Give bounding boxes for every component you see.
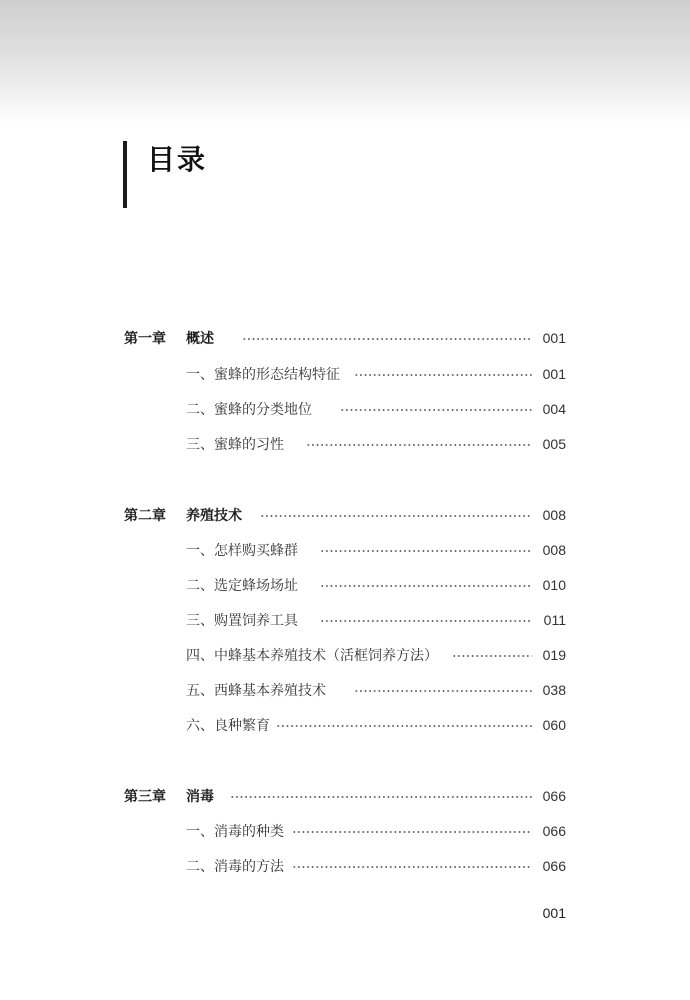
- toc-entry-row[interactable]: [0, 609, 690, 631]
- leader-dots: [242, 338, 532, 340]
- page-number: 008: [542, 542, 566, 558]
- leader-dots: [276, 725, 532, 727]
- leader-dots: [320, 585, 532, 587]
- entry-title: 一、怎样购买蜂群: [186, 543, 298, 559]
- toc-entry-row[interactable]: [0, 679, 690, 701]
- page-number: 005: [542, 436, 566, 452]
- leader-dots: [354, 374, 532, 376]
- entry-title: 三、购置饲养工具: [186, 613, 298, 629]
- page-number: 019: [542, 647, 566, 663]
- chapter-label: 第一章: [124, 331, 166, 347]
- leader-dots: [452, 655, 532, 657]
- page-number: 066: [542, 823, 566, 839]
- leader-dots: [306, 444, 532, 446]
- footer-page-number: 001: [542, 905, 566, 921]
- leader-dots: [320, 620, 532, 622]
- leader-dots: [354, 690, 532, 692]
- entry-title: 五、西蜂基本养殖技术: [186, 683, 326, 699]
- toc-entry-row[interactable]: [0, 855, 690, 877]
- entry-title: 三、蜜蜂的习性: [186, 437, 284, 453]
- leader-dots: [340, 409, 532, 411]
- page-number: 001: [542, 330, 566, 346]
- toc-entry-row[interactable]: [0, 574, 690, 596]
- chapter-title: 概述: [186, 331, 214, 347]
- entry-title: 一、消毒的种类: [186, 824, 284, 840]
- chapter-title: 养殖技术: [186, 508, 242, 524]
- toc-entry-row[interactable]: [0, 714, 690, 736]
- leader-dots: [260, 515, 532, 517]
- page-number: 066: [542, 858, 566, 874]
- entry-title: 六、良种繁育: [186, 718, 270, 734]
- entry-title: 二、消毒的方法: [186, 859, 284, 875]
- page-number: 060: [542, 717, 566, 733]
- toc-entry-row[interactable]: [0, 398, 690, 420]
- toc-entry-row[interactable]: [0, 363, 690, 385]
- toc-chapter-row[interactable]: [0, 504, 690, 526]
- page-number: 008: [542, 507, 566, 523]
- toc-entry-row[interactable]: [0, 820, 690, 842]
- page-number: 066: [542, 788, 566, 804]
- toc-chapter-row[interactable]: [0, 785, 690, 807]
- leader-dots: [320, 550, 532, 552]
- chapter-label: 第二章: [124, 508, 166, 524]
- chapter-label: 第三章: [124, 789, 166, 805]
- entry-title: 四、中蜂基本养殖技术（活框饲养方法）: [186, 648, 438, 664]
- entry-title: 二、选定蜂场场址: [186, 578, 298, 594]
- page-number: 010: [542, 577, 566, 593]
- page-number: 004: [542, 401, 566, 417]
- entry-title: 一、蜜蜂的形态结构特征: [186, 367, 340, 383]
- page-number: 001: [542, 366, 566, 382]
- chapter-title: 消毒: [186, 789, 214, 805]
- page-number: 011: [543, 612, 566, 628]
- leader-dots: [292, 866, 532, 868]
- toc-entry-row[interactable]: [0, 539, 690, 561]
- leader-dots: [230, 796, 532, 798]
- toc-entry-row[interactable]: [0, 433, 690, 455]
- toc-entry-row[interactable]: [0, 644, 690, 666]
- page-title: 目录: [147, 143, 208, 176]
- page-number: 038: [542, 682, 566, 698]
- entry-title: 二、蜜蜂的分类地位: [186, 402, 312, 418]
- leader-dots: [292, 831, 532, 833]
- toc-chapter-row[interactable]: [0, 327, 690, 349]
